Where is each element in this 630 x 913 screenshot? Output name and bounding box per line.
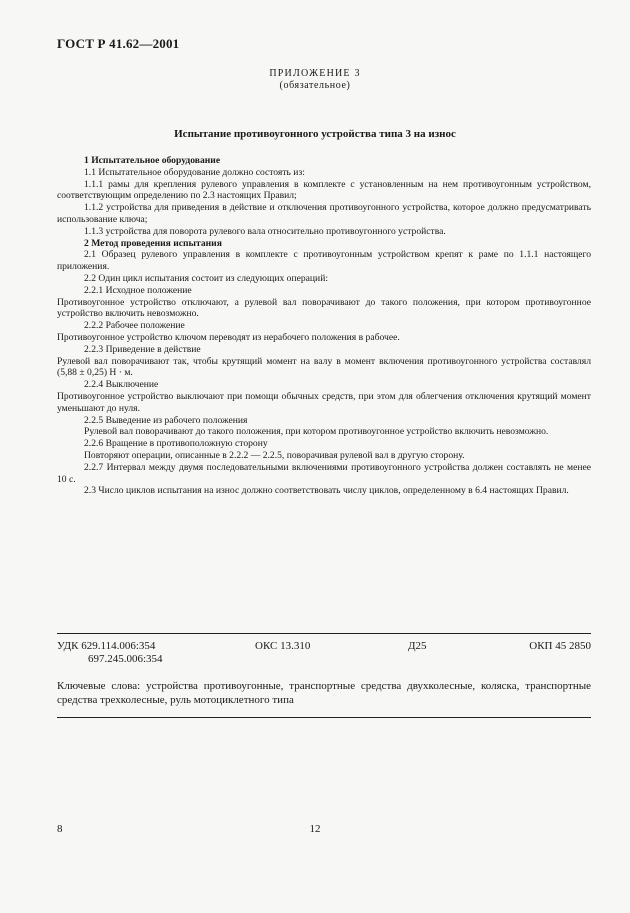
body-paragraph: 2.2.7 Интервал между двумя последовательными включениями противоугонного устройства должен составлять не менее 10 с. <box>57 461 591 485</box>
page-number-left: 8 <box>57 823 63 835</box>
body-paragraph: Противоугонное устройство отключают, а рулевой вал поворачивают до такого положения, при котором противоугонное устройство включить невозможно. <box>57 296 591 320</box>
appendix-subtitle: (обязательное) <box>279 80 351 91</box>
body-paragraph: 1.1.2 устройства для приведения в действие и отключения противоугонного устройства, которое должно предусматривать использование ключа; <box>57 202 591 225</box>
body-paragraph: 2.2.4 Выключение <box>84 379 159 391</box>
body-paragraph: Повторяют операции, описанные в 2.2.2 — 2.2.5, поворачивая рулевой вал в другую сторону. <box>84 449 465 461</box>
body-paragraph: 2.2.3 Приведение в действие <box>84 343 201 355</box>
okp-code: ОКП 45 2850 <box>529 640 591 652</box>
body-text <box>57 155 591 497</box>
page-number-center: 12 <box>309 823 321 835</box>
body-paragraph: Противоугонное устройство ключом переводят из нерабочего положения в рабочее. <box>57 331 400 343</box>
udk-code-secondary: 697.245.006:354 <box>88 653 163 665</box>
udk-code: УДК 629.114.006:354 <box>57 640 156 652</box>
body-paragraph: 2.3 Число циклов испытания на износ должно соответствовать числу циклов, определенному в 6.4 настоящих Правил. <box>84 485 569 497</box>
body-paragraph: 2.2.6 Вращение в противоположную сторону <box>84 438 268 450</box>
document-title: Испытание противоугонного устройства типа 3 на износ <box>174 128 456 140</box>
body-paragraph: 2.1 Образец рулевого управления в комплекте с противоугонным устройством крепят к раме по 1.1.1 настоящего приложения. <box>57 249 591 273</box>
standard-code: ГОСТ Р 41.62—2001 <box>57 36 180 51</box>
bottom-divider <box>57 717 591 718</box>
body-paragraph: Рулевой вал поворачивают до такого положения, при котором противоугонное устройство включить невозможно. <box>84 426 549 438</box>
group-code: Д25 <box>408 640 427 652</box>
body-paragraph: 1.1.3 устройства для поворота рулевого вала относительно противоугонного устройства. <box>84 225 446 237</box>
appendix-title: ПРИЛОЖЕНИЕ 3 <box>269 68 361 79</box>
section-heading: 2 Метод проведения испытания <box>84 237 222 249</box>
body-paragraph: Противоугонное устройство выключают при помощи обычных средств, при этом для облегчения отключения крутящий момент уменьшают до нуля. <box>57 390 591 414</box>
top-divider <box>57 633 591 634</box>
body-paragraph: 2.2.5 Выведение из рабочего положения <box>84 414 248 426</box>
keywords: Ключевые слова: устройства противоугонные, транспортные средства двухколесные, коляска, транспортные средства трехколесные, руль мотоциклетного типа <box>57 680 591 706</box>
body-paragraph: 2.2.2 Рабочее положение <box>84 320 185 332</box>
body-paragraph: 1.1.1 рамы для крепления рулевого управления в комплекте с установленным на нем противоугонным устройством, соответствующим определению по 2.3 настоящих Правил; <box>57 178 591 202</box>
body-paragraph: Рулевой вал поворачивают так, чтобы крутящий момент на валу в момент включения противоугонного устройства составлял (5,88 ± 0,25) Н · м. <box>57 355 591 379</box>
body-paragraph: 1.1 Испытательное оборудование должно состоять из: <box>84 166 305 178</box>
body-paragraph: 2.2.1 Исходное положение <box>84 284 192 296</box>
section-heading: 1 Испытательное оборудование <box>84 155 221 166</box>
body-paragraph: 2.2 Один цикл испытания состоит из следующих операций: <box>84 272 328 284</box>
oks-code: ОКС 13.310 <box>255 640 311 652</box>
